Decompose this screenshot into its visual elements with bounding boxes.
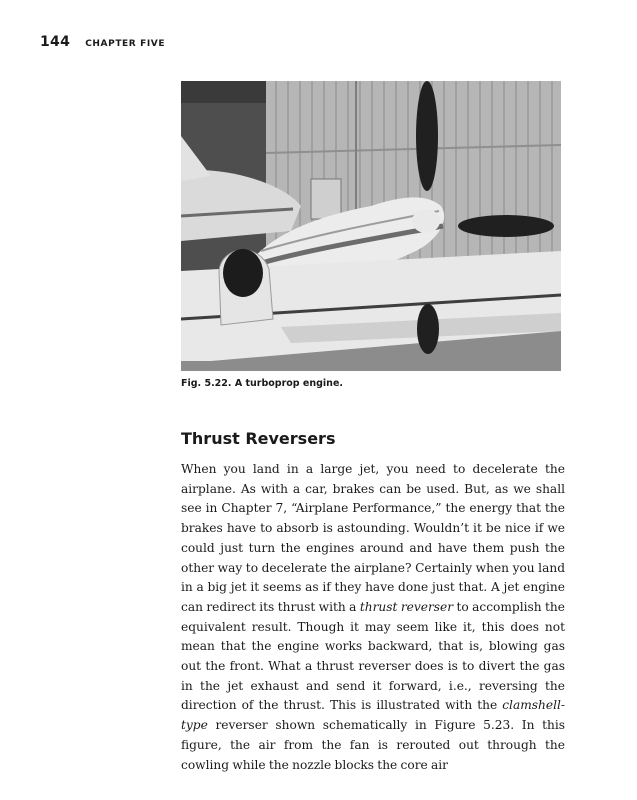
body-text-2: to accomplish the equivalent result. Though it may seem like it, this does not mean that the engine works backward, that is, blowing gas out the front. What a thrust reverser does is to divert the gas in the jet exhaust and send it forward, i.e., reversing the direction of the thrust. This is illustrated with the xyxy=(181,599,565,713)
term-thrust-reverser: thrust reverser xyxy=(359,599,454,614)
body-text-3: reverser shown schematically in Figure 5.23. In this figure, the air from the fan is rerouted out through the cowling while the nozzle blocks the core air xyxy=(181,718,565,772)
figure-caption: Fig. 5.22. A turboprop engine. xyxy=(181,378,343,389)
section-heading: Thrust Reversers xyxy=(181,429,336,448)
chapter-label: CHAPTER FIVE xyxy=(85,39,166,49)
page-number: 144 xyxy=(40,34,71,50)
running-head xyxy=(40,31,165,50)
body-text-1: When you land in a large jet, you need to decelerate the airplane. As with a car, brakes can be used. But, as we shall see in Chapter 7, “Airplane Performance,” the energy that the brakes have to absorb is astounding. Wouldn’t it be nice if we could just turn the engines around and have them push the other way to decelerate the airplane? Certainly when you land in a big jet it seems as if they have done just that. A jet engine can redirect its thrust with a xyxy=(181,462,565,614)
body-paragraph xyxy=(181,460,565,775)
turboprop-photo xyxy=(181,81,561,371)
term-clamshell-type: clamshell-type xyxy=(181,698,565,733)
